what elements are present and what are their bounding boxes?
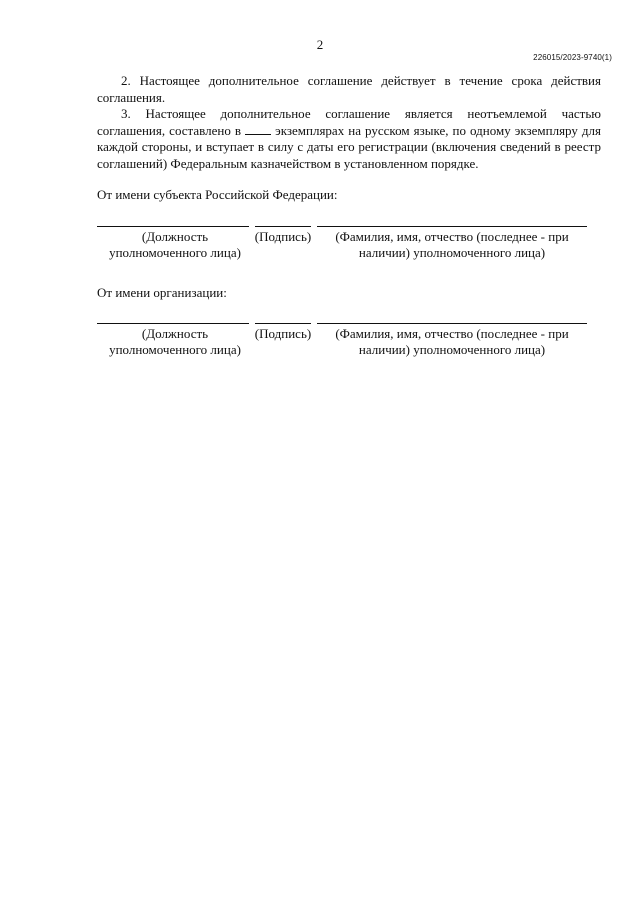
signature-line [255,323,311,324]
page-number: 2 [316,37,324,52]
section-title-organization: От имени организации: [97,285,227,300]
paragraph-2: 2. Настоящее дополнительное соглашение действует в течение срока действия соглашения. [97,73,601,105]
signature-caption: (Подпись) [254,229,312,244]
position-caption: (Должность уполномоченного лица) [109,229,241,260]
signature-block-organization [97,323,587,373]
position-line [97,226,249,227]
copies-count-blank [245,124,271,135]
agreement-text [97,73,601,172]
position-line [97,323,249,324]
name-caption: (Фамилия, имя, отчество (последнее - при наличии) уполномоченного лица) [335,326,569,357]
paragraph-3 [97,106,601,172]
paragraph-3-end: экземплярах на русском языке, по одному экземпляру для каждой стороны, и вступает в силу с даты его регистрации (включения сведений в реестр соглашений) Федеральным казначейством в установленном порядке. [97,122,602,171]
name-line [317,226,587,227]
name-caption: (Фамилия, имя, отчество (последнее - при наличии) уполномоченного лица) [335,229,569,260]
paragraph-3-start: 3. Настоящее дополнительное соглашение является неотъемлемой частью соглашения, составлено в [97,106,601,138]
position-caption: (Должность уполномоченного лица) [109,326,241,357]
signature-block-subject [97,226,587,276]
signature-line [255,226,311,227]
document-id: 226015/2023-9740(1) [533,53,612,62]
signature-caption: (Подпись) [254,326,312,341]
section-title-subject: От имени субъекта Российской Федерации: [97,187,338,202]
name-line [317,323,587,324]
